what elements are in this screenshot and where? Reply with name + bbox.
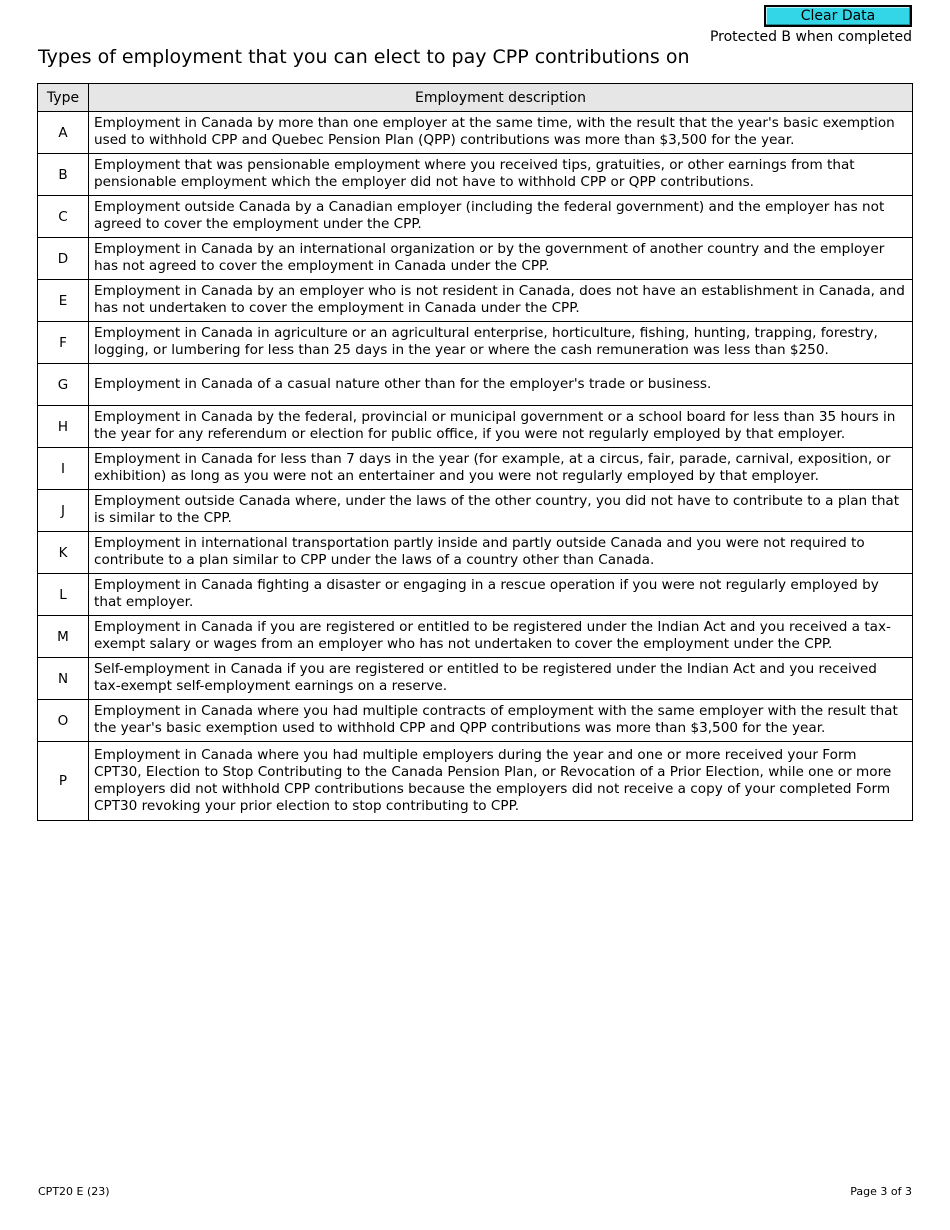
- description-cell: Employment that was pensionable employment where you received tips, gratuities, or other earnings from that pensionable employment which the employer did not have to withhold CPP or QPP contributions.: [89, 154, 913, 196]
- table-row: [38, 700, 913, 742]
- description-cell: Employment in Canada by an international organization or by the government of another country and the employer has not agreed to cover the employment in Canada under the CPP.: [89, 238, 913, 280]
- table-row: [38, 616, 913, 658]
- description-cell: Employment in Canada fighting a disaster or engaging in a rescue operation if you were not regularly employed by that employer.: [89, 574, 913, 616]
- description-cell: Employment in Canada of a casual nature other than for the employer's trade or business.: [89, 364, 913, 406]
- table-row: [38, 742, 913, 821]
- type-cell: J: [38, 490, 89, 532]
- type-cell: H: [38, 406, 89, 448]
- type-cell: B: [38, 154, 89, 196]
- description-cell: Employment in Canada by an employer who is not resident in Canada, does not have an establishment in Canada, and has not undertaken to cover the employment in Canada under the CPP.: [89, 280, 913, 322]
- table-row: [38, 448, 913, 490]
- table-row: [38, 490, 913, 532]
- table-row: [38, 574, 913, 616]
- table-row: [38, 658, 913, 700]
- description-cell: Employment in Canada in agriculture or an agricultural enterprise, horticulture, fishing, hunting, trapping, forestry, logging, or lumbering for less than 25 days in the year or where the cash remuneration was less than $250.: [89, 322, 913, 364]
- type-cell: G: [38, 364, 89, 406]
- type-cell: E: [38, 280, 89, 322]
- table-row: [38, 196, 913, 238]
- type-column-header: Type: [38, 84, 89, 112]
- description-cell: Employment outside Canada where, under the laws of the other country, you did not have to contribute to a plan that is similar to the CPP.: [89, 490, 913, 532]
- description-cell: Employment in Canada where you had multiple contracts of employment with the same employer with the result that the year's basic exemption used to withhold CPP and QPP contributions was more than $3,500 for the year.: [89, 700, 913, 742]
- type-cell: M: [38, 616, 89, 658]
- table-row: [38, 322, 913, 364]
- type-cell: O: [38, 700, 89, 742]
- type-cell: L: [38, 574, 89, 616]
- type-cell: F: [38, 322, 89, 364]
- description-cell: Employment in international transportation partly inside and partly outside Canada and you were not required to contribute to a plan similar to CPP under the laws of a country other than Canada.: [89, 532, 913, 574]
- protected-b-label: Protected B when completed: [709, 29, 912, 45]
- type-cell: N: [38, 658, 89, 700]
- table-row: [38, 364, 913, 406]
- description-cell: Employment in Canada if you are registered or entitled to be registered under the Indian Act and you received a tax-exempt salary or wages from an employer who has not undertaken to cover the employment under the CPP.: [89, 616, 913, 658]
- description-column-header: Employment description: [89, 84, 913, 112]
- description-cell: Self-employment in Canada if you are registered or entitled to be registered under the Indian Act and you received tax-exempt self-employment earnings on a reserve.: [89, 658, 913, 700]
- type-cell: C: [38, 196, 89, 238]
- table-row: [38, 238, 913, 280]
- table-row: [38, 280, 913, 322]
- page-number: Page 3 of 3: [850, 1185, 912, 1198]
- type-cell: P: [38, 742, 89, 821]
- type-cell: I: [38, 448, 89, 490]
- page-title: Types of employment that you can elect to pay CPP contributions on: [38, 46, 690, 68]
- table-row: [38, 154, 913, 196]
- description-cell: Employment outside Canada by a Canadian employer (including the federal government) and the employer has not agreed to cover the employment under the CPP.: [89, 196, 913, 238]
- employment-types-table: [37, 83, 913, 821]
- description-cell: Employment in Canada where you had multiple employers during the year and one or more received your Form CPT30, Election to Stop Contributing to the Canada Pension Plan, or Revocation of a Prior Election, while one or more employers did not withhold CPP contributions because the employers did not receive a copy of your completed Form CPT30 revoking your prior election to stop contributing to CPP.: [89, 742, 913, 821]
- type-cell: A: [38, 112, 89, 154]
- type-cell: D: [38, 238, 89, 280]
- type-cell: K: [38, 532, 89, 574]
- clear-data-button[interactable]: Clear Data: [764, 5, 912, 27]
- table-row: [38, 532, 913, 574]
- description-cell: Employment in Canada by the federal, provincial or municipal government or a school board for less than 35 hours in the year for any referendum or election for public office, if you were not regularly employed by that employer.: [89, 406, 913, 448]
- description-cell: Employment in Canada for less than 7 days in the year (for example, at a circus, fair, parade, carnival, exposition, or exhibition) as long as you were not an entertainer and you were not regularly employed by that employer.: [89, 448, 913, 490]
- form-code: CPT20 E (23): [38, 1185, 110, 1198]
- description-cell: Employment in Canada by more than one employer at the same time, with the result that the year's basic exemption used to withhold CPP and Quebec Pension Plan (QPP) contributions was more than $3,500 for the year.: [89, 112, 913, 154]
- table-row: [38, 406, 913, 448]
- table-row: [38, 112, 913, 154]
